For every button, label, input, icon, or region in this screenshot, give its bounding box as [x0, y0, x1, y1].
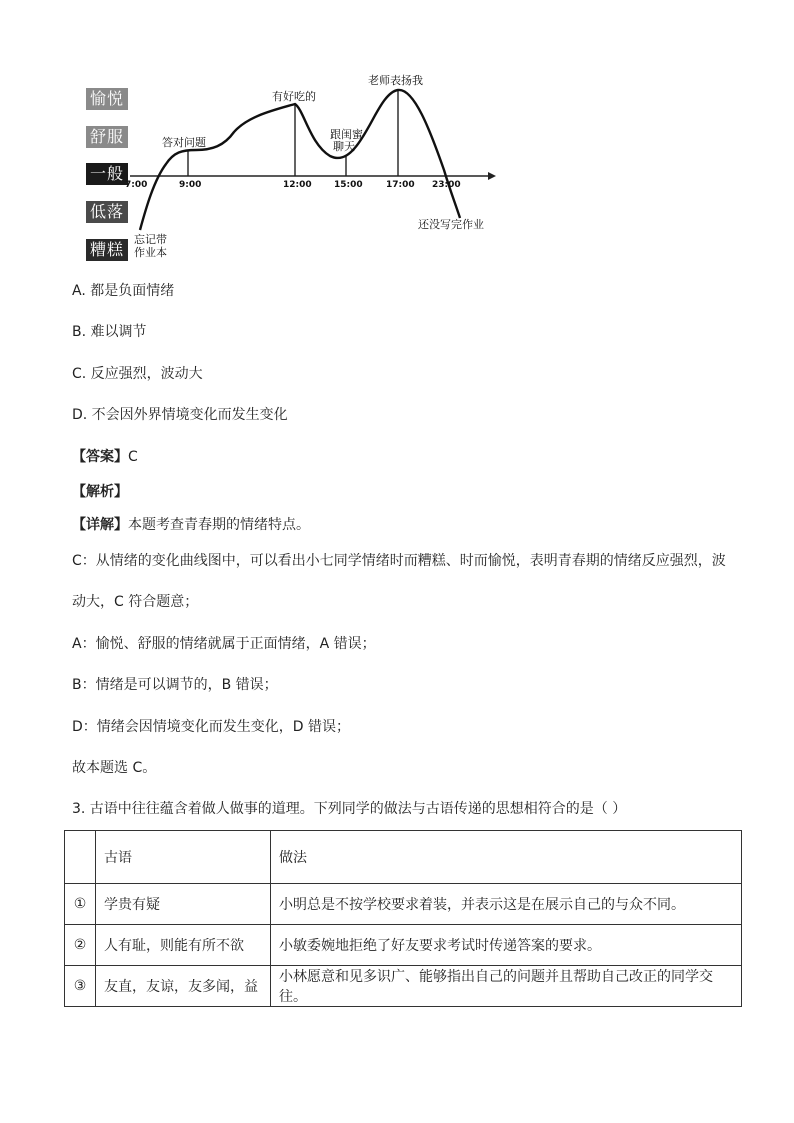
detail-line [72, 515, 310, 535]
annotation-forgot-2: 作业本 [134, 246, 167, 259]
table-header: 古语 [96, 831, 271, 884]
option-a: A. 都是负面情绪 [72, 283, 175, 299]
annotation-chat-1: 跟闺蜜 [330, 128, 363, 141]
table-cell-behavior: 小敏委婉地拒绝了好友要求考试时传递答案的要求。 [271, 925, 742, 966]
annotation-answered: 答对问题 [162, 136, 206, 149]
table-header: 做法 [271, 831, 742, 884]
analysis-d-line: D：情绪会因情境变化而发生变化，D 错误； [72, 719, 351, 735]
tick-23: 23:00 [432, 180, 461, 190]
annotation-praised: 老师表扬我 [368, 74, 423, 87]
conclusion-line: 故本题选 C。 [72, 760, 157, 776]
annotation-unfinished: 还没写完作业 [418, 218, 484, 231]
annotation-forgot-1: 忘记带 [134, 233, 167, 246]
question3-stem: 3. 古语中往往蕴含着做人做事的道理。下列同学的做法与古语传递的思想相符合的是（ ） [72, 801, 627, 817]
annotation-chat-2: 聊天 [333, 140, 355, 153]
tick-12: 12:00 [283, 180, 312, 190]
option-d: D. 不会因外界情境变化而发生变化 [72, 407, 288, 423]
table-cell-proverb: 友直，友谅，友多闻，益 [96, 966, 271, 1007]
mood-level-bad: 糟糕 [86, 239, 128, 261]
option-c: C. 反应强烈，波动大 [72, 366, 203, 382]
tick-7: 7:00 [125, 180, 148, 190]
table-row [65, 884, 742, 925]
analysis-b-line: B：情绪是可以调节的，B 错误； [72, 677, 278, 693]
table-cell-index: ① [65, 884, 96, 925]
table-cell-behavior: 小明总是不按学校要求着装，并表示这是在展示自己的与众不同。 [271, 884, 742, 925]
table-row [65, 966, 742, 1007]
mood-level-comfortable: 舒服 [86, 126, 128, 148]
answer-tag: 【答案】 [72, 449, 128, 465]
detail-tag: 【详解】 [72, 517, 128, 533]
analysis-tag: 【解析】 [72, 484, 128, 500]
axis-arrow [488, 172, 496, 180]
mood-level-low: 低落 [86, 201, 128, 223]
table-header-row [65, 831, 742, 884]
mood-curve-svg [78, 70, 518, 270]
proverb-table [64, 830, 742, 1007]
answer-line [72, 447, 138, 467]
table-cell-proverb: 人有耻，则能有所不欲 [96, 925, 271, 966]
analysis-a-line: A：愉悦、舒服的情绪就属于正面情绪，A 错误； [72, 636, 376, 652]
detail-text: 本题考查青春期的情绪特点。 [128, 517, 310, 533]
tick-9: 9:00 [179, 180, 202, 190]
mood-level-normal: 一般 [86, 163, 128, 185]
annotation-tasty: 有好吃的 [272, 90, 316, 103]
option-b: B. 难以调节 [72, 324, 147, 340]
analysis-c-line2: 动大，C 符合题意； [72, 594, 199, 610]
table-cell-proverb: 学贵有疑 [96, 884, 271, 925]
tick-17: 17:00 [386, 180, 415, 190]
tick-15: 15:00 [334, 180, 363, 190]
table-header [65, 831, 96, 884]
answer-value: C [128, 449, 138, 465]
analysis-c-line1: C：从情绪的变化曲线图中，可以看出小七同学情绪时而糟糕、时而愉悦，表明青春期的情绪反应强烈，波 [72, 553, 726, 569]
table-row [65, 925, 742, 966]
mood-level-joyful: 愉悦 [86, 88, 128, 110]
table-cell-index: ③ [65, 966, 96, 1007]
table-cell-index: ② [65, 925, 96, 966]
table-cell-behavior: 小林愿意和见多识广、能够指出自己的问题并且帮助自己改正的同学交往。 [271, 966, 742, 1007]
